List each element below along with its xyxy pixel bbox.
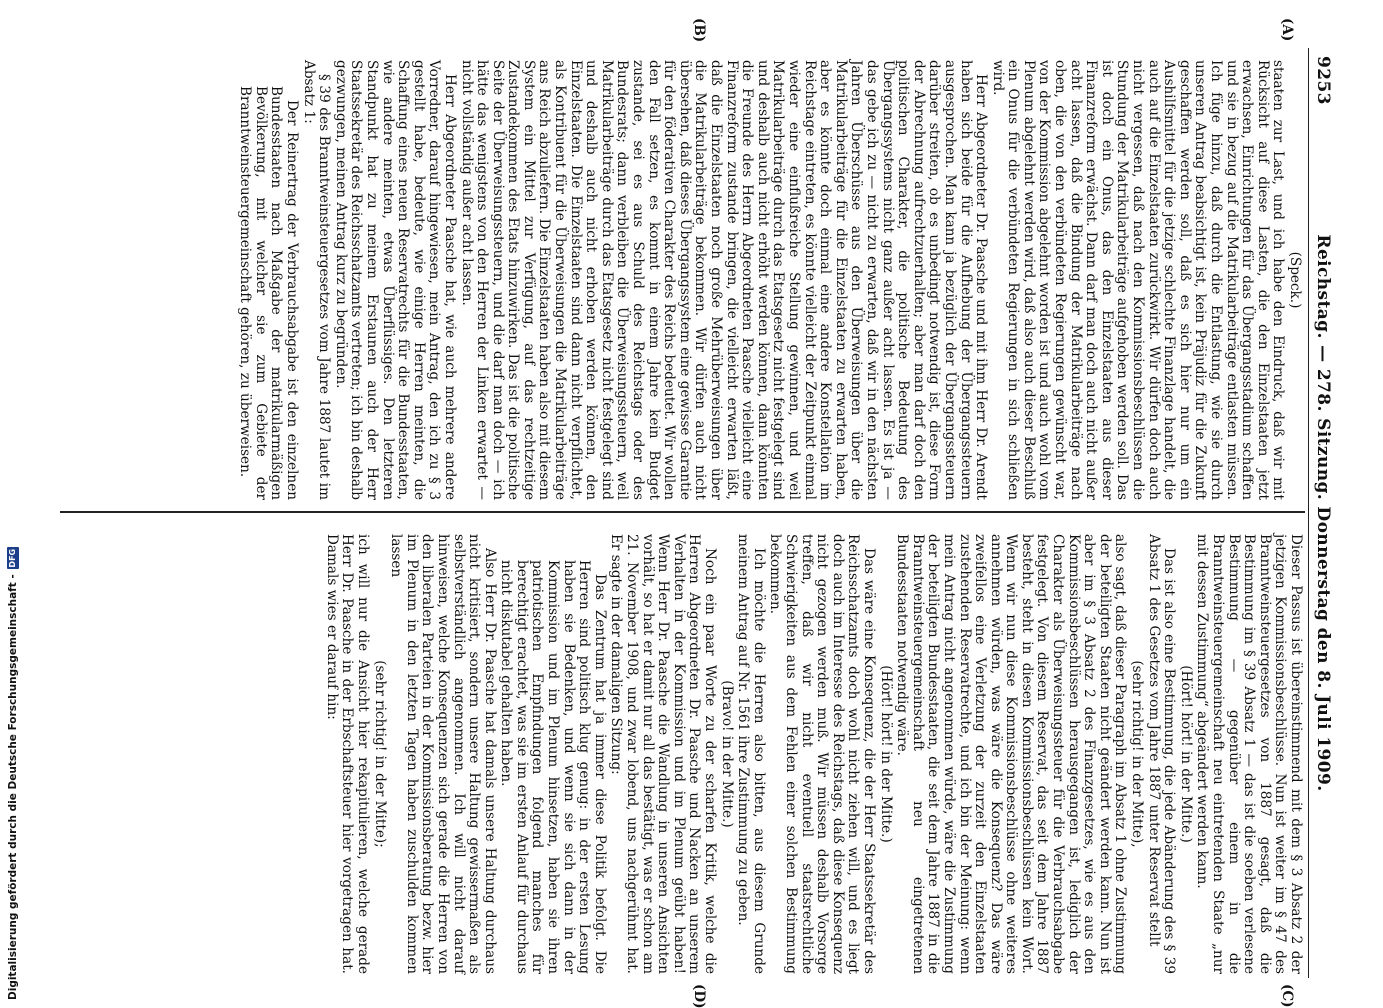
interjection: (Hört! hört! in der Mitte.) xyxy=(877,665,894,843)
paragraph: Herr Abgeordneter Paasche hat, wie auch mehrere andere Vorredner, darauf hingewiesen, mein Antrag, den ich zu § 3 gestellt habe, bedeute, wie einige Herren meinten, die Schaffung eines neuen Reservatrechts für die Bundesstaaten, wie andere meinten, etwas Überflüssiges. Den letzteren Standpunkt hat zu meinem Erstaunen auch der Herr Staatssekretär des Reichsschatzamts vertreten; ich bin deshalb gezwungen, meinen Antrag kurz zu begründen. xyxy=(332,60,458,500)
paragraph: Also Herr Dr. Paasche hat damals unsere Haltung durchaus nicht kritisiert, sondern unsere Haltung gewissermaßen als selbstverständlich angenommen. Ich will nicht darauf hinweisen, welche Konsequenzen sich gerade die Herren von den liberalen Parteien in der Kommissionsberatung bezw. hier im Plenum in den letzten Tagen haben zuschulden kommen lassen xyxy=(388,534,498,974)
column-divider xyxy=(60,511,1305,513)
quoted-paragraph: Der Reinertrag der Verbrauchsabgabe ist den einzelnen Bundesstaaten nach Maßgabe der matrikularmäßigen Bevölkerung, mit welcher sie zum Gebiete der Branntweinsteuergemeinschaft gehören, zu überweisen. xyxy=(237,86,300,500)
paragraph: § 39 des Branntweinsteuergesetzes vom Jahre 1887 lautet im Absatz 1: xyxy=(300,60,333,500)
speaker-label: (Speck.) xyxy=(1287,251,1303,309)
paragraph: Das ist also eine Bestimmung, die jede Abänderung des § 39 Absatz 1 des Gesetzes vom Jahre 1887 unter Reservat stellt xyxy=(1145,534,1178,974)
left-column xyxy=(236,60,1303,500)
interjection: (sehr richtig! in der Mitte), xyxy=(1129,660,1146,848)
paragraph: Dieser Passus ist übereinstimmend mit dem § 3 Absatz 2 der jetzigen Kommissionsbeschlüsse. Nun ist weiter im § 47 des Branntweinsteuergesetzes von 1887 gesagt, daß die Bestimmung im § 39 Absatz 1 — das ist die soeben verlesene Bestimmung — gegenüber einem in die Branntweinsteuergemeinschaft neu eintretenden Staate „nur mit dessen Zustimmung“ abgeändert werden kann. xyxy=(1194,534,1304,974)
page-header xyxy=(1308,48,1335,978)
page-title: Reichstag. — 278. Sitzung. Donnerstag den 8. Juli 1909. xyxy=(1313,234,1333,792)
interjection: (Hört! hört! in der Mitte.) xyxy=(1177,665,1194,843)
paragraph: Herr Abgeordneter Dr. Paasche und mit ihm Herr Dr. Arendt haben sich beide für die Aufhebung der Übergangssteuern ausgesprochen. Man kann ja bezüglich der Übergangssteuern darüber streiten, ob es unbedingt notwendig ist, diese Form der Abrechnung aufrechtzuerhalten; aber man darf doch den politischen Charakter, die politische Bedeutung des Übergangssystems nicht ganz außer acht lassen. Es ist ja — das gebe ich zu — nicht zu erwarten, daß wir in den nächsten Jahren Überschüsse aus den Überweisungen über die Matrikularbeiträge für die Einzelstaaten zu erwarten haben, aber es könnte doch einmal eine andere Konstellation im Reichstage eintreten, es könnte vielleicht der Zeitpunkt einmal wieder eine einflußreiche Stellung gewinnen, und weil Matrikularbeiträge durch das Etatsgesetz nicht festgelegt sind und deshalb auch nicht erhöht werden können, dann könnten die Freunde des Herrn Abgeordneten Paasche vielleicht eine Finanzreform zustande bringen, die vielleicht erwarten läßt, daß die Einzelstaaten noch große Mehrüberweisungen über die Matrikularbeiträge bekommen. Wir dürfen auch nicht übersehen, daß dieses Übergangssystem eine gewisse Garantie für den föderativen Charakter des Reichs bedeutet. Wir wollen den Fall setzen, es kommt in einem Jahre kein Budget zustande, sei es aus Schuld des Reichstags oder des Bundesrats; dann verbleiben die Überweisungssteuern, weil Matrikularbeiträge durch das Etatsgesetz nicht festgelegt sind und deshalb auch nicht erhoben werden können, den Einzelstaaten. Die Einzelstaaten sind dann nicht verpflichtet, als Kontribuent für die Überweisungen die Matrikularbeiträge ans Reich abzuliefern. Die Einzelstaaten haben also mit diesem System ein Mittel zur Verfügung, auf das rechtzeitige Zustandekommen des Etats hinzuwirken. Das ist die politische Seite der Überweisungssteuern, und die darf man doch — ich hätte das wenigstens von den Herren der Linken erwartet — nicht vollständig außer acht lassen. xyxy=(458,60,990,500)
digitization-footer xyxy=(2,0,24,1000)
paragraph: Das wäre eine Konsequenz, die der Herr Staatssekretär des Reichsschatzamts doch wohl nicht ziehen will, und es liegt doch auch im Interesse des Reichstags, daß diese Konsequenz nicht gezogen werden muß. Wir müssen deshalb Vorsorge treffen, daß wir nicht eventuell staatsrechtliche Schwierigkeiten aus dem Fehlen einer solchen Bestimmung bekommen. xyxy=(767,534,877,974)
interjection: (Bravo! in der Mitte.) xyxy=(718,680,735,828)
paragraph: staaten zur Last, und ich habe den Eindruck, daß wir mit Rücksicht auf diese Lasten, die den Einzelstaaten jetzt erwachsen, Einrichtungen für das Übergangsstadium schaffen und sie in bezug auf die Matrikularbeiträge entlasten müssen. Ich füge hinzu, daß durch die Entlastung, wie sie durch unseren Antrag beabsichtigt ist, kein Präjudiz für die Zukunft geschaffen werden soll, daß es sich hier nur um ein Aushilfsmittel für die jetzige schlechte Finanzlage handelt, die auch auf die Einzelstaaten zurückwirkt. Wir dürfen doch auch nicht vergessen, daß nach den Kommissionsbeschlüssen die Stundung der Matrikularbeiträge aufgehoben werden soll. Das ist doch ein Onus, das den Einzelstaaten aus dieser Finanzreform erwächst. Dann darf man doch auch nicht außer acht lassen, daß die Bindung der Matrikularbeiträge nach oben, die von den verbündeten Regierungen gewünscht war, von der Kommission abgelehnt worden ist und auch wohl vom Plenum abgelehnt werden wird, daß also auch dieser Beschluß ein Onus für die verbündeten Regierungen in sich schließen wird. xyxy=(989,60,1287,500)
margin-marker-a: (A) xyxy=(1279,18,1295,42)
paragraph: ich will nur die Ansicht hier rekapitulieren, welche gerade Herr Dr. Paasche in der Erbschaftsteuer hier vorgetragen hat. Damals wies er darauf hin: xyxy=(323,534,371,974)
paragraph: also sagt, daß dieser Paragraph im Absatz 1 ohne Zustimmung der beteiligten Staaten nicht geändert werden kann. Nun ist aber im § 3 Absatz 2 des Finanzgesetzes, wie es aus den Kommissionsbeschlüssen herausgegangen ist, lediglich der Charakter als Überweisungssteuer für die Verbrauchsabgabe festgelegt. Von diesem Reservat, das seit dem Jahre 1887 besteht, steht in diesen Kommissionsbeschlüssen kein Wort. Wenn wir nun diese Kommissionsbeschlüsse ohne weiteres annehmen würden, was wäre die Konsequenz? Das wäre zweifellos eine Verletzung der zurzeit den Einzelstaaten zustehenden Reservatrechte, und ich bin der Meinung: wenn mein Antrag nicht angenommen würde, wäre die Zustimmung der beteiligten Bundesstaaten, die seit dem Jahre 1887 in die Branntweinsteuergemeinschaft neu eingetretenen Bundesstaaten notwendig wäre. xyxy=(894,534,1129,974)
page-number: 9253 xyxy=(1313,56,1333,105)
quoted-paragraph: Das Zentrum hat ja immer diese Politik befolgt. Die Herren sind politisch klug genug: in der ersten Lesung haben sie Bedenken, und wenn sie sich dann in der Kommission und im Plenum hinsetzen, haben sie ihren patriotischen Empfindungen folgend manches für berechtigt erachtet, was sie im ersten Anlauf für durchaus nicht diskutabel gehalten haben. xyxy=(498,560,608,974)
right-column xyxy=(322,534,1303,974)
document-page xyxy=(60,18,1335,1008)
paragraph: Noch ein paar Worte zu der scharfen Kritik, welche die Herren Abgeordneten Dr. Paasche und Nacken an unserem Verhalten in der Kommission und im Plenum geübt haben! Wenn Herr Dr. Paasche die Wandlung in unseren Ansichten vorhält, so hat er damit nur all das bestätigt, was er schon am 21. November 1908, und zwar lobend, uns nachgerühmt hat. Er sagte in der damaligen Sitzung: xyxy=(608,534,719,974)
interjection: (sehr richtig! in der Mitte); xyxy=(371,660,388,848)
margin-marker-d: (D) xyxy=(691,984,707,1008)
dfg-logo: DFG xyxy=(8,548,17,568)
paragraph: Ich möchte die Herren also bitten, aus diesem Grunde meinem Antrag auf Nr. 1561 ihre Zustimmung zu geben. xyxy=(735,534,767,974)
margin-marker-b: (B) xyxy=(691,18,707,43)
margin-marker-c: (C) xyxy=(1279,984,1295,1008)
footer-text: Digitalisierung gefördert durch die Deutsche Forschungsgemeinschaft - xyxy=(7,574,19,1000)
